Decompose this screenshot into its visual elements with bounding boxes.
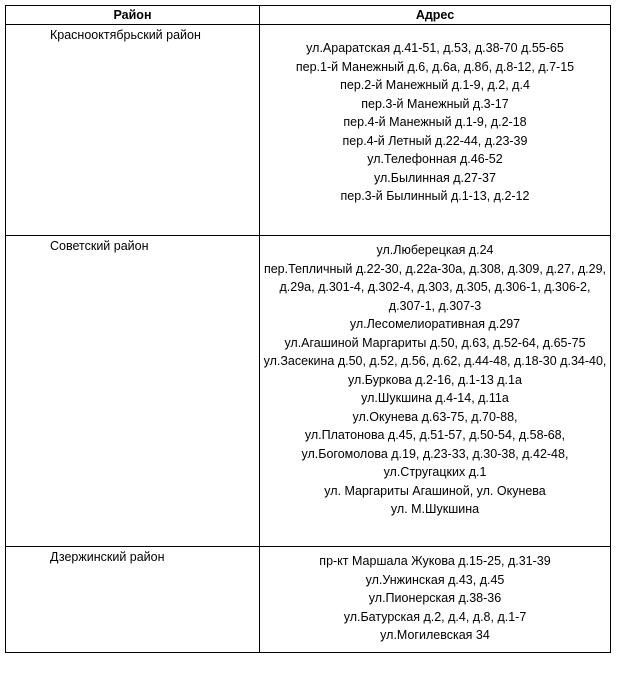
address-line: пер.Тепличный д.22-30, д.22а-30а, д.308, д.309, д.27, д.29, д.29а, д.301-4, д.302-4, д.303, д.305, д.306-1, д.306-2, д.307-1, д.307-3	[263, 261, 607, 313]
district-cell	[6, 547, 260, 653]
address-list	[260, 25, 610, 206]
district-name: Дзержинский район	[50, 550, 165, 564]
table-row	[6, 236, 611, 547]
address-line: ул.Лесомелиоративная д.297	[349, 317, 521, 331]
table-row	[6, 25, 611, 236]
address-line: ул. Маргариты Агашиной, ул. Окунева	[324, 483, 546, 498]
address-line: пр-кт Маршала Жукова д.15-25, д.31-39	[319, 554, 551, 568]
address-cell	[260, 547, 611, 653]
address-line: пер.3-й Былинный д.1-13, д.2-12	[340, 189, 530, 203]
address-line: пер.3-й Манежный д.3-17	[361, 96, 509, 111]
address-line: пер.4-й Летный д.22-44, д.23-39	[342, 133, 528, 148]
address-line: ул.Батурская д.2, д.4, д.8, д.1-7	[343, 609, 527, 624]
header-row	[6, 6, 611, 25]
address-line: ул.Пионерская д.38-36	[368, 591, 502, 605]
address-line: ул.Люберецкая д.24	[376, 243, 494, 257]
district-cell	[6, 25, 260, 236]
table-row	[6, 547, 611, 653]
address-line: ул.Былинная д.27-37	[374, 170, 496, 185]
address-line: ул.Богомолова д.19, д.23-33, д.30-38, д.42-48,	[301, 446, 569, 461]
address-line: пер.4-й Манежный д.1-9, д.2-18	[343, 115, 527, 129]
address-line: ул.Засекина д.50, д.52, д.56, д.62, д.44-48, д.18-30 д.34-40,	[263, 354, 607, 368]
address-line: ул. М.Шукшина	[390, 502, 480, 516]
address-line: ул.Стругацких д.1	[383, 465, 487, 479]
address-line: ул.Могилевская 34	[380, 628, 490, 642]
address-line: ул.Буркова д.2-16, д.1-13 д.1а	[348, 372, 522, 387]
address-table	[5, 5, 611, 653]
address-line: ул.Унжинская д.43, д.45	[365, 572, 505, 587]
address-line: ул.Телефонная д.46-52	[367, 152, 503, 166]
address-cell	[260, 236, 611, 547]
address-line: ул.Окунева д.63-75, д.70-88,	[352, 409, 518, 424]
header-district: Район	[6, 6, 260, 25]
district-name: Краснооктябрьский район	[50, 28, 201, 42]
address-list	[260, 236, 610, 519]
address-cell	[260, 25, 611, 236]
address-line: ул.Агашиной Маргариты д.50, д.63, д.52-64, д.65-75	[284, 335, 586, 350]
address-line: ул.Шукшина д.4-14, д.11а	[361, 391, 509, 405]
header-address: Адрес	[260, 6, 611, 25]
district-name: Советский район	[50, 239, 149, 253]
address-line: пер.1-й Манежный д.6, д.6а, д.8б, д.8-12, д.7-15	[295, 59, 575, 74]
address-list	[260, 547, 610, 645]
address-line: ул.Араратская д.41-51, д.53, д.38-70 д.55-65	[306, 41, 564, 55]
address-line: ул.Платонова д.45, д.51-57, д.50-54, д.58-68,	[304, 428, 566, 442]
address-line: пер.2-й Манежный д.1-9, д.2, д.4	[340, 78, 530, 92]
district-cell	[6, 236, 260, 547]
